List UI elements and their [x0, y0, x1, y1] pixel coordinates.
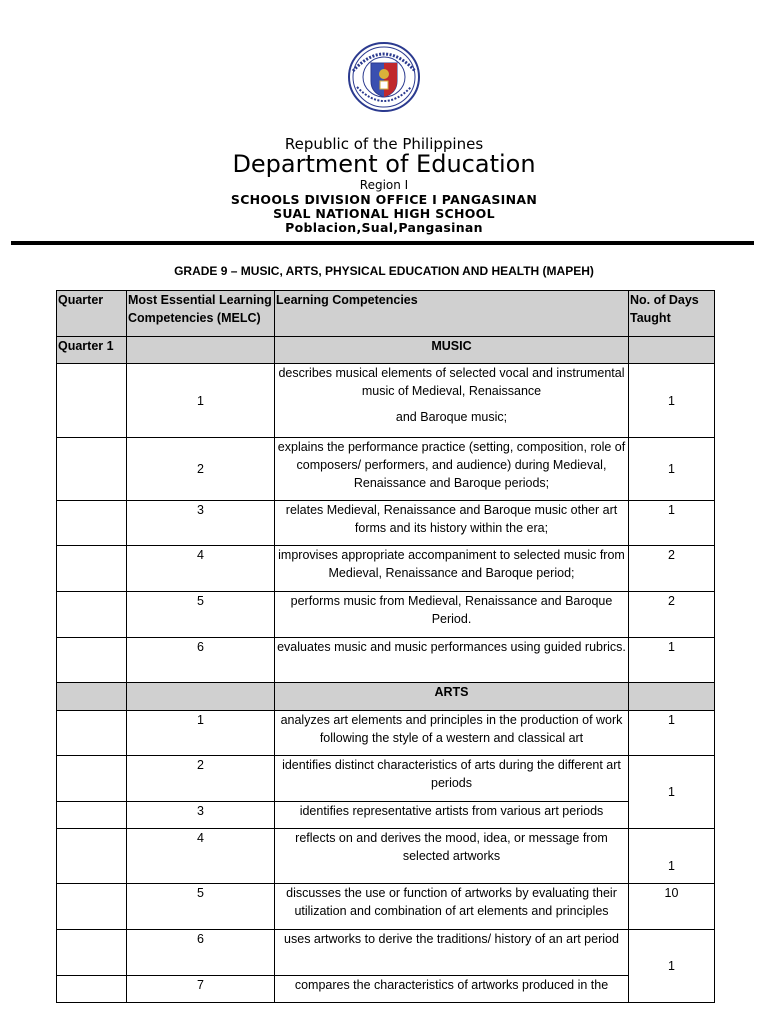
days-value: 1 — [629, 501, 715, 546]
table-row — [57, 829, 715, 884]
melc-number: 1 — [127, 711, 275, 756]
school-address: Poblacion,Sual,Pangasinan — [285, 220, 483, 235]
competency-text: performs music from Medieval, Renaissance and Baroque Period. — [275, 592, 629, 638]
competency-text-part: and Baroque music; — [395, 410, 508, 424]
competency-text: identifies representative artists from various art periods — [275, 802, 629, 829]
competency-text: identifies distinct characteristics of arts during the different art periods — [275, 756, 629, 802]
header-quarter: Quarter — [57, 291, 127, 337]
table-row — [57, 976, 715, 1003]
table-row — [57, 592, 715, 638]
music-section-label: MUSIC — [275, 337, 629, 364]
header-melc: Most Essential Learning Competencies (MELC) — [127, 291, 275, 337]
days-value: 2 — [629, 546, 715, 592]
melc-number: 4 — [127, 829, 275, 884]
competency-text: analyzes art elements and principles in the production of work following the style of a western and classical art — [275, 711, 629, 756]
melc-table — [56, 290, 715, 1003]
table-row — [57, 711, 715, 756]
melc-number: 3 — [127, 501, 275, 546]
days-value: 2 — [629, 592, 715, 638]
school-name: SUAL NATIONAL HIGH SCHOOL — [273, 206, 495, 221]
days-value: 1 — [629, 711, 715, 756]
melc-number: 1 — [127, 364, 275, 438]
competency-text: improvises appropriate accompaniment to selected music from Medieval, Renaissance and Baroque period; — [275, 546, 629, 592]
melc-number: 6 — [127, 930, 275, 976]
region-line: Region I — [359, 178, 409, 192]
competency-text — [275, 364, 629, 438]
arts-section-row — [57, 683, 715, 711]
days-value: 1 — [629, 638, 715, 683]
days-value: 1 — [629, 364, 715, 438]
melc-number: 7 — [127, 976, 275, 1003]
arts-section-label: ARTS — [275, 683, 629, 711]
table-row — [57, 546, 715, 592]
table-row — [57, 638, 715, 683]
document-title: GRADE 9 – MUSIC, ARTS, PHYSICAL EDUCATION AND HEALTH (MAPEH) — [174, 264, 594, 278]
competency-text-part: describes musical elements of selected vocal and instrumental music of Medieval, Renaissance — [278, 366, 625, 398]
days-value: 10 — [629, 884, 715, 930]
melc-number: 6 — [127, 638, 275, 683]
table-row — [57, 364, 715, 438]
melc-number: 2 — [127, 756, 275, 802]
table-row — [57, 438, 715, 501]
table-row — [57, 930, 715, 976]
competency-text: relates Medieval, Renaissance and Baroque music other art forms and its history within the era; — [275, 501, 629, 546]
days-value: 1 — [629, 829, 715, 884]
header-competencies: Learning Competencies — [275, 291, 629, 337]
days-value: 1 — [629, 930, 715, 1003]
days-value: 1 — [629, 438, 715, 501]
days-value: 1 — [629, 756, 715, 829]
republic-line: Republic of the Philippines — [284, 135, 484, 153]
table-row — [57, 802, 715, 829]
competency-text: discusses the use or function of artworks by evaluating their utilization and combination of art elements and principles — [275, 884, 629, 930]
competency-text: evaluates music and music performances using guided rubrics. — [275, 638, 629, 683]
table-row — [57, 884, 715, 930]
melc-number: 4 — [127, 546, 275, 592]
department-title: Department of Education — [232, 150, 536, 178]
competency-text: compares the characteristics of artworks produced in the — [275, 976, 629, 1003]
melc-number: 3 — [127, 802, 275, 829]
melc-number: 2 — [127, 438, 275, 501]
competency-text: reflects on and derives the mood, idea, or message from selected artworks — [275, 829, 629, 884]
table-row — [57, 756, 715, 802]
competency-text: uses artworks to derive the traditions/ history of an art period — [275, 930, 629, 976]
music-section-row — [57, 337, 715, 364]
header-days: No. of Days Taught — [629, 291, 715, 337]
melc-number: 5 — [127, 884, 275, 930]
division-line: SCHOOLS DIVISION OFFICE I PANGASINAN — [230, 192, 538, 207]
table-header-row — [57, 291, 715, 337]
melc-number: 5 — [127, 592, 275, 638]
deped-seal-logo — [347, 41, 421, 113]
table-row — [57, 501, 715, 546]
competency-text: explains the performance practice (setting, composition, role of composers/ performers, and audience) during Medieval, Renaissance and Baroque periods; — [275, 438, 629, 501]
quarter-label: Quarter 1 — [57, 337, 127, 364]
header-divider — [11, 241, 754, 245]
